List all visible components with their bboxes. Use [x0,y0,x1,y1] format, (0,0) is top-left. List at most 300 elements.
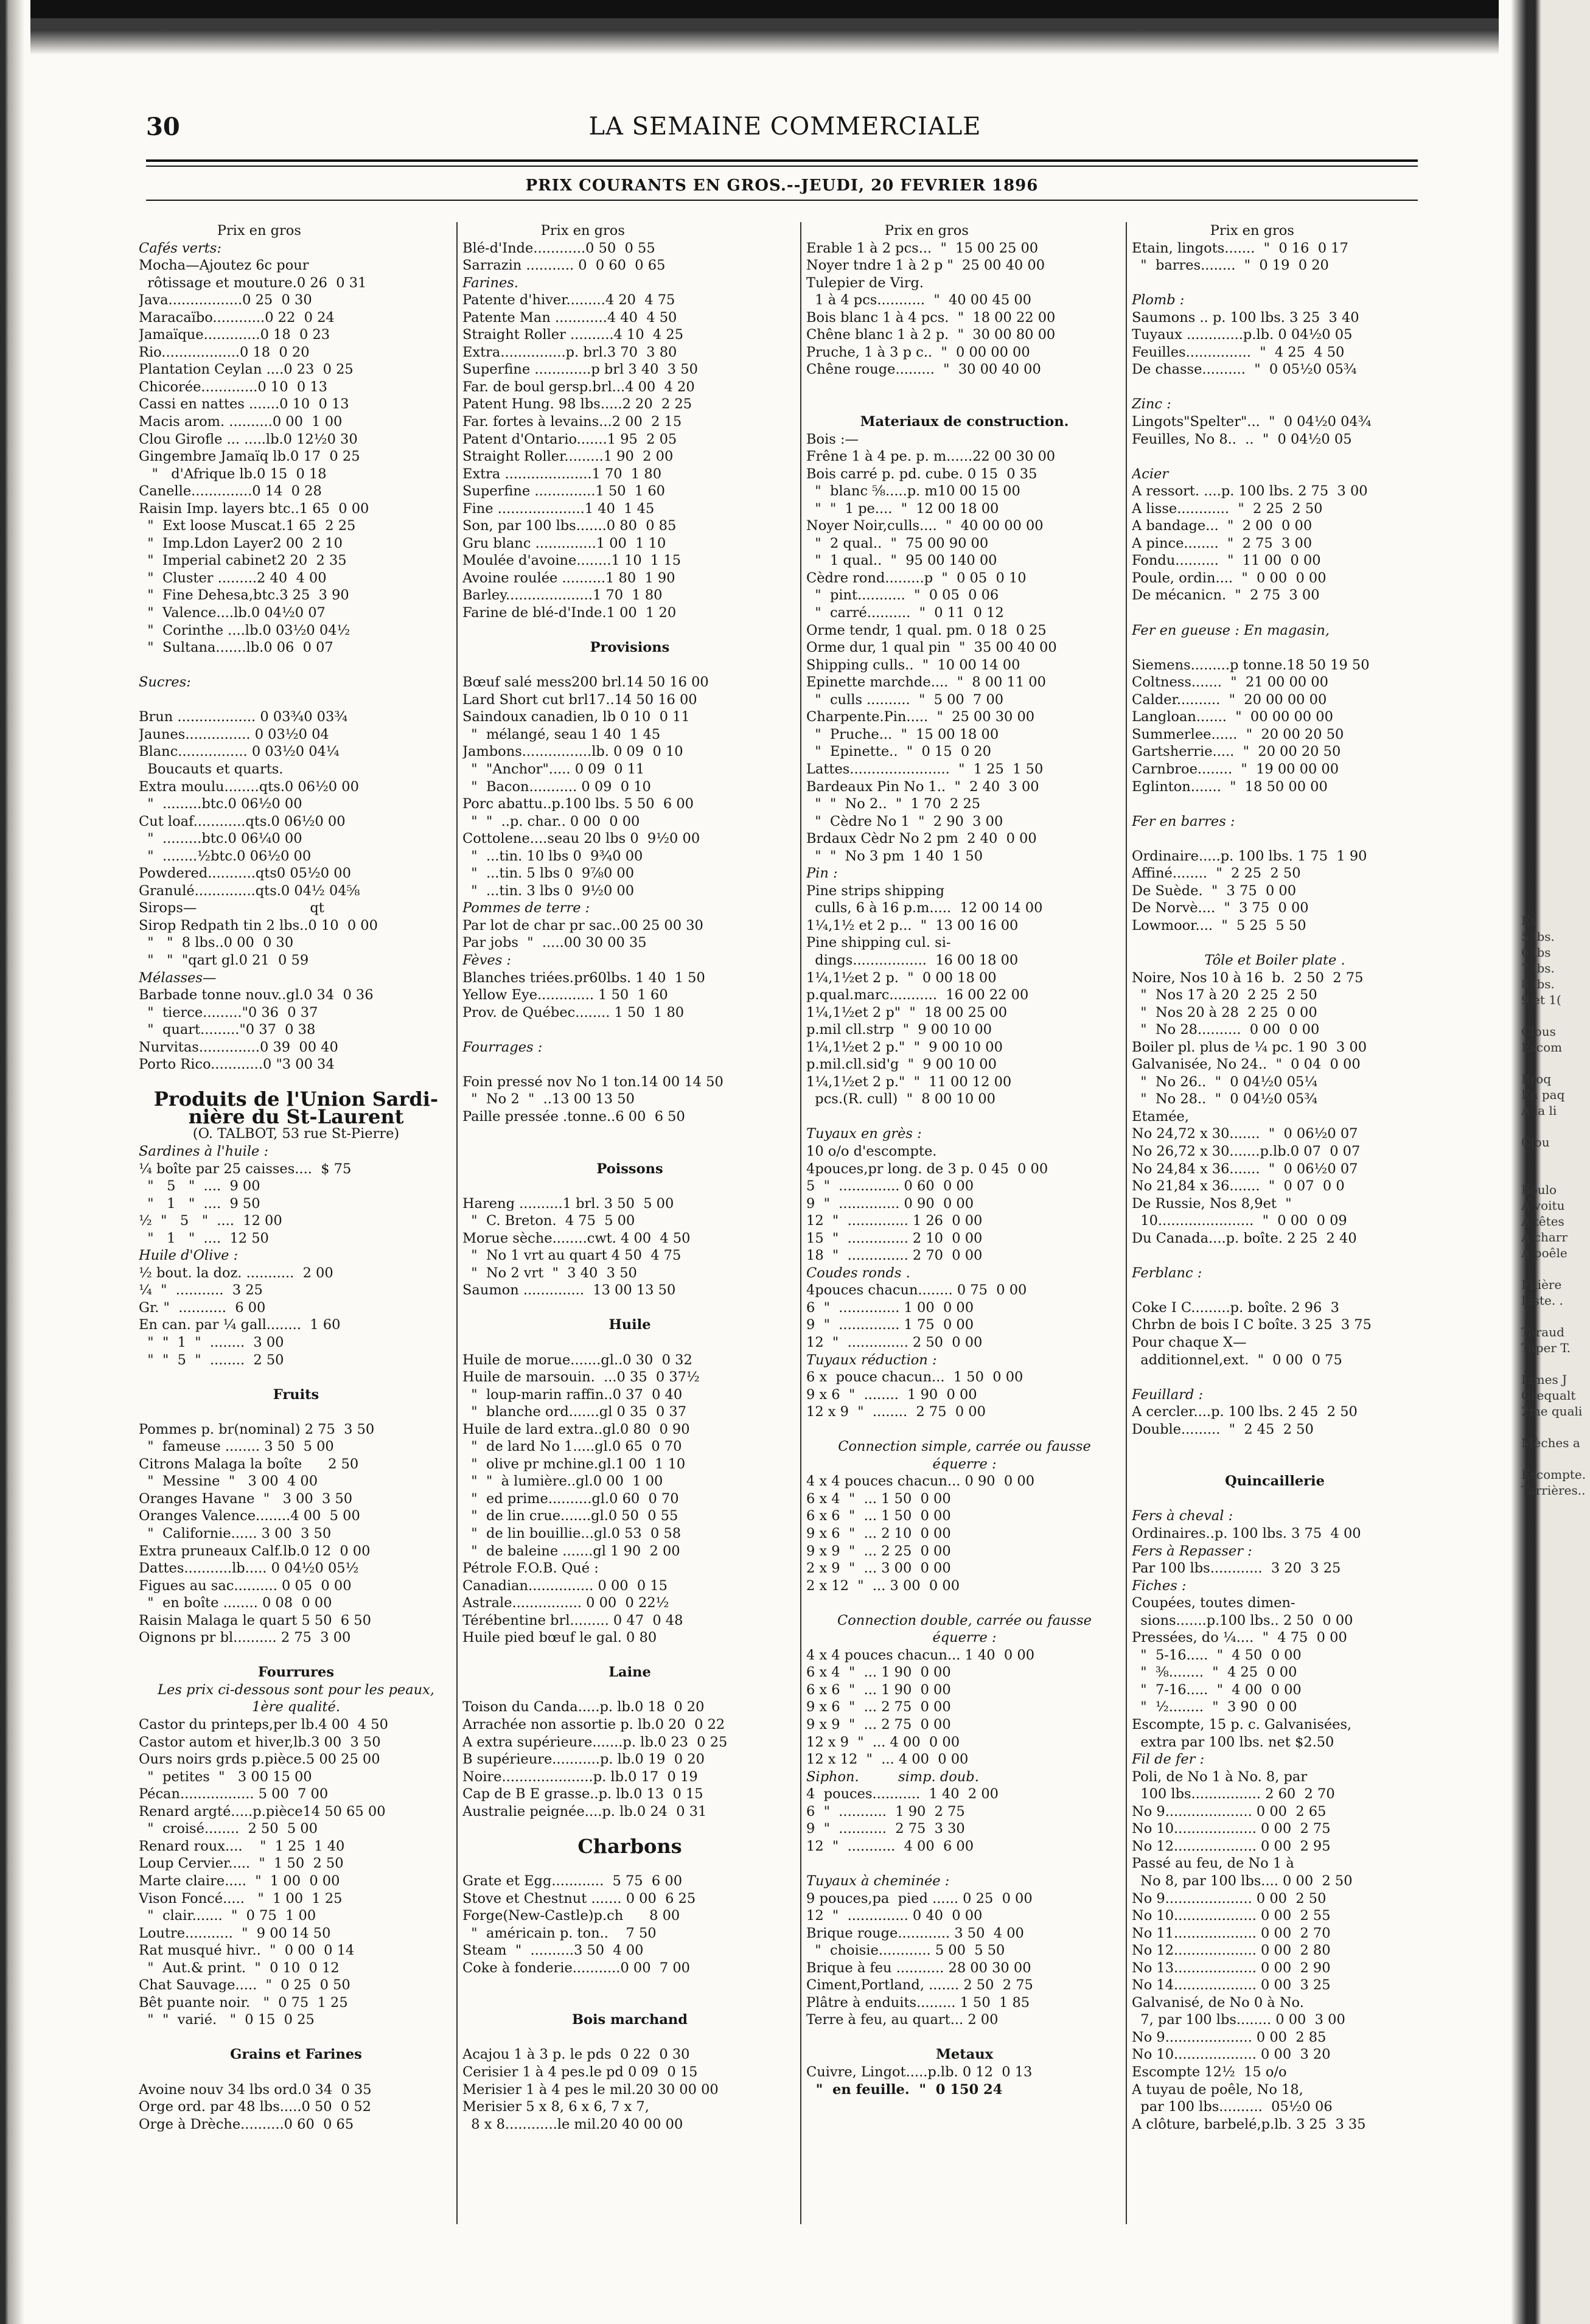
price-line: A pince........ " 2 75 3 00 [1132,535,1313,551]
price-line: 9 x 6 " ... 2 10 0 00 [806,1526,951,1542]
price-line: Boucauts et quarts. [139,761,284,777]
price-line: 6 " .............. 1 00 0 00 [806,1299,974,1316]
price-column-3 [806,222,1123,2224]
price-line: " Pruche... " 15 00 18 00 [806,726,999,742]
price-line: " barres........ " 0 19 0 20 [1132,257,1329,274]
price-line: 1¼,1½ et 2 p... " 13 00 16 00 [806,917,1019,933]
price-line: Huile de marsouin. ...0 35 0 37½ [462,1369,700,1386]
price-line: 9 " .............. 0 90 0 00 [806,1195,974,1212]
fragment-line [1521,1055,1588,1071]
price-line: " de baleine .......gl 1 90 2 00 [462,1543,680,1559]
price-line: 2 x 12 " ... 3 00 0 00 [806,1577,960,1594]
price-line: " " 1 " ........ 3 00 [139,1335,284,1350]
price-line: Mocha—Ajoutez 6c pour [139,257,309,274]
price-line: " No 1 vrt au quart 4 50 4 75 [462,1247,682,1264]
price-line: " Aut.& print. " 0 10 0 12 [139,1959,340,1976]
price-line: Hareng ..........1 brl. 3 50 5 00 [462,1195,674,1212]
price-line: Oranges Havane " 3 00 3 50 [139,1490,353,1507]
price-line: " Cèdre No 1 " 2 90 3 00 [806,813,1003,829]
price-line: " No 28.......... 0 00 0 00 [1132,1022,1320,1038]
price-line [462,1178,797,1195]
price-line: 6 x 6 " ... 1 50 0 00 [806,1508,951,1524]
price-line: No 14................... 0 00 3 25 [1132,1977,1331,1994]
price-line: Pommes de terre : [462,900,590,916]
price-line: rôtissage et mouture.0 26 0 31 [139,274,367,291]
price-line: Loutre........... " 9 00 14 50 [139,1925,331,1941]
price-line: Lard Short cut brl17..14 50 16 00 [462,691,697,708]
price-line: Superfine .............p brl 3 40 3 50 [462,361,698,378]
price-line: Barley....................1 70 1 80 [462,587,663,604]
price-line: Blanches triées.pr60lbs. 1 40 1 50 [462,969,705,986]
price-line: " quart........."0 37 0 38 [139,1022,316,1038]
fragment-line: Tarrières.. [1521,1483,1586,1498]
price-line: Forge(New-Castle)p.ch 8 00 [462,1908,680,1924]
price-line: Fourrures [257,1664,334,1681]
price-line: Avoine nouv 34 lbs ord.0 34 0 35 [139,2081,372,2098]
price-line [139,1647,453,1664]
price-line: Renard argté.....p.pièce14 50 65 00 [139,1803,386,1820]
price-line: p.mil cll.strp " 9 00 10 00 [806,1022,992,1038]
price-line: " Nos 20 à 28 2 25 0 00 [1132,1004,1317,1021]
fragment-line: 9 et 1( [1521,993,1561,1007]
price-line [139,2029,453,2047]
scan-left-edge [0,0,30,2324]
price-line: Clou Girofle ... .....lb.0 12½0 30 [139,431,358,447]
price-line: " clair....... " 0 75 1 00 [139,1908,316,1924]
price-line: Charbons [577,1837,682,1855]
price-line: A extra supérieure.......p. lb.0 23 0 25 [462,1734,728,1750]
price-line: De Norvè.... " 3 75 0 00 [1132,900,1309,916]
price-line: 4pouces chacun........ 0 75 0 00 [806,1282,1027,1299]
price-line: Pétrole F.O.B. Qué : [462,1560,599,1577]
price-line: Plâtre à enduits......... 1 50 1 85 [806,1994,1030,2011]
price-line: Blanc................ 0 03½0 04¼ [139,744,340,760]
price-line: Gingembre Jamaïq lb.0 17 0 25 [139,448,360,465]
fragment-line [1521,1451,1588,1467]
price-line: Grate et Egg............ 5 75 6 00 [462,1872,683,1889]
price-line [1132,1490,1418,1508]
price-line: Galvanisé, de No 0 à No. [1132,1994,1304,2011]
price-line: A bandage... " 2 00 0 00 [1132,518,1313,534]
page-number: 30 [146,113,180,141]
price-line: " " 1 pe.... " 12 00 18 00 [806,500,999,517]
price-line: Superfine ..............1 50 1 60 [462,483,665,500]
price-line: Jaunes............... 0 03½0 04 [139,726,329,742]
price-line: Fruits [273,1386,319,1403]
price-line: 12 x 9 " ... 4 00 0 00 [806,1734,960,1750]
price-line: Cafés verts: [139,240,221,256]
price-line: Terre à feu, au quart... 2 00 [806,2012,999,2028]
price-line: Frêne 1 à 4 pe. p. m......22 00 30 00 [806,448,1056,465]
price-line: Far. de boul gersp.brl...4 00 4 20 [462,379,695,395]
price-line: Zinc : [1132,396,1171,413]
price-line: Bois :— [806,431,859,447]
price-line: Ferblanc : [1132,1265,1202,1281]
price-line: Tuyaux réduction : [806,1352,937,1368]
fragment-line: Boulo [1521,1182,1557,1197]
price-line: Par 100 lbs............ 3 20 3 25 [1132,1560,1341,1577]
price-line: Noire, Nos 10 à 16 b. 2 50 2 75 [1132,969,1364,986]
fragment-line [1521,1356,1588,1372]
price-line: Du Canada....p. boîte. 2 25 2 40 [1132,1230,1357,1246]
price-line: Galvanisée, No 24.. " 0 04 0 00 [1132,1056,1361,1073]
price-line: Nurvitas..............0 39 00 40 [139,1039,338,1055]
price-line: 1¼,1½et 2 p." " 11 00 12 00 [806,1073,1012,1090]
price-line: Straight Roller.........1 90 2 00 [462,448,674,465]
price-line: ½ bout. la doz. ........... 2 00 [139,1265,333,1281]
price-line: " carré.......... " 0 11 0 12 [806,605,1004,621]
fragment-line: Grequalt [1521,1388,1576,1403]
price-line: Farine de blé-d'Inde.1 00 1 20 [462,605,677,621]
price-line: " 1 " .... 12 50 [139,1230,269,1246]
price-line [1132,1282,1418,1299]
adjacent-page-fragment [1521,913,1588,1498]
price-line: " blanc ⅝.....p. m10 00 15 00 [806,483,1020,500]
price-line: extra par 100 lbs. net $2.50 [1132,1734,1334,1750]
price-line: Charpente.Pin..... " 25 00 30 00 [806,709,1035,725]
fragment-line [1521,1008,1588,1024]
price-line: Granulé..............qts.0 04½ 04⅝ [139,882,360,899]
price-line: Ordinaires..p. 100 lbs. 3 75 4 00 [1132,1526,1361,1542]
price-line: " de lard No 1.....gl.0 65 0 70 [462,1439,682,1455]
price-line: No 26,72 x 30.......p.lb.0 07 0 07 [1132,1143,1361,1159]
price-line: équerre : [932,1630,997,1646]
price-line: Laine [608,1664,651,1681]
fragment-line: 7 lbs. [1521,961,1555,975]
price-line: Barbade tonne nouv..gl.0 34 0 36 [139,987,374,1003]
price-line: Boiler pl. plus de ¼ pc. 1 90 3 00 [1132,1039,1367,1055]
price-line [1132,274,1418,292]
price-line: Brdaux Cèdr No 2 pm 2 40 0 00 [806,831,1037,847]
price-line: " de lin bouillie...gl.0 53 0 58 [462,1526,682,1542]
price-line: Vison Foncé..... " 1 00 1 25 [139,1890,343,1907]
price-line: Oignons pr bl.......... 2 75 3 00 [139,1630,351,1646]
price-line: Raisin Malaga le quart 5 50 6 50 [139,1612,371,1628]
price-line: " Messine " 3 00 4 00 [139,1473,318,1490]
price-line: Poissons [596,1160,663,1177]
price-line: 6 x 4 " ... 1 50 0 00 [806,1490,951,1507]
price-line: " culls .......... " 5 00 7 00 [806,691,1004,708]
price-line: Huile d'Olive : [139,1247,239,1264]
price-line [139,1073,453,1091]
price-line: 6 x 4 " ... 1 90 0 00 [806,1664,951,1681]
price-line: Epinette marchde.... " 8 00 11 00 [806,674,1046,691]
price-line: Siemens.........p tonne.18 50 19 50 [1132,657,1370,673]
price-line: Pécan................. 5 00 7 00 [139,1786,329,1802]
price-line: " " No 3 pm 1 40 1 50 [806,848,983,864]
price-line: 2 x 9 " ... 3 00 0 00 [806,1560,951,1577]
price-line: Chêne blanc 1 à 2 p. " 30 00 80 00 [806,327,1056,343]
price-line [139,1369,453,1386]
price-line: Extra moulu........qts.0 06½0 00 [139,778,359,795]
price-line: Cuivre, Lingot.....p.lb. 0 12 0 13 [806,2064,1033,2080]
price-line [462,657,797,674]
price-line: équerre : [932,1456,997,1472]
price-line: 12 " ........... 4 00 6 00 [806,1838,974,1854]
price-line [1132,1438,1418,1456]
price-line: Patent d'Ontario.......1 95 2 05 [462,431,677,447]
price-line: ½ " 5 " .... 12 00 [139,1213,282,1229]
price-line: additionnel,ext. " 0 00 0 75 [1132,1352,1342,1368]
price-line: " Imp.Ldon Layer2 00 2 10 [139,535,343,551]
price-line: No 12................... 0 00 2 80 [1132,1942,1331,1959]
price-line: 6 x 6 " ... 1 90 0 00 [806,1681,951,1698]
price-line: Lowmoor.... " 5 25 5 50 [1132,917,1306,933]
price-line: Porc abattu..p.100 lbs. 5 50 6 00 [462,796,694,812]
price-line [806,1108,1123,1126]
fragment-line: En paq [1521,1087,1565,1102]
price-line: 10...................... " 0 00 0 09 [1132,1213,1347,1229]
price-line: No 24,84 x 36....... " 0 06½0 07 [1132,1160,1358,1177]
price-line [462,2029,797,2047]
price-line: " Corinthe ....lb.0 03½0 04½ [139,622,350,638]
price-line: " Bacon........... 0 09 0 10 [462,778,651,795]
fragment-line: 6 lbs [1521,945,1551,960]
price-line: 8 x 8............le mil.20 40 00 00 [462,2116,683,2132]
price-line: Fondu.......... " 11 00 0 00 [1132,553,1321,569]
price-line: No 9.................... 0 00 2 65 [1132,1803,1327,1820]
fragment-line: Escom [1521,1040,1563,1055]
price-line: " C. Breton. 4 75 5 00 [462,1213,635,1229]
price-line: Passé au feu, de No 1 à [1132,1855,1294,1872]
price-line: Sirop Redpath tin 2 lbs..0 10 0 00 [139,917,378,933]
scan-dark-band [0,0,1590,55]
price-line: " "Anchor"..... 0 09 0 11 [462,761,645,777]
price-line: No 10................... 0 00 3 20 [1132,2047,1331,2063]
price-line: 5 " .............. 0 60 0 00 [806,1178,974,1195]
price-line: ¼ " ........... 3 25 [139,1282,263,1299]
price-line: 9 x 6 " ... 2 75 0 00 [806,1699,951,1715]
price-line: Plomb : [1132,292,1185,309]
price-line: Moulée d'avoine........1 10 1 15 [462,553,682,569]
price-line: Langloan....... " 00 00 00 00 [1132,709,1333,725]
price-line: Double......... " 2 45 2 50 [1132,1421,1314,1437]
price-line [139,2064,453,2081]
price-line [139,1403,453,1421]
price-line: Extra ....................1 70 1 80 [462,466,662,482]
price-line: Carnbroe........ " 19 00 00 00 [1132,761,1339,777]
fragment-line: A charr [1521,1230,1567,1244]
price-line: Rat musqué hivr.. " 0 00 0 14 [139,1942,355,1959]
price-line: Fers à cheval : [1132,1508,1233,1524]
price-line: Dattes...........lb..... 0 04½0 05½ [139,1560,359,1577]
price-line: Canelle..............0 14 0 28 [139,483,322,500]
price-line: " de lin crue.......gl.0 50 0 55 [462,1508,678,1524]
price-line: Noire.....................p. lb.0 17 0 19 [462,1768,698,1785]
price-line: Bois blanc 1 à 4 pcs. " 18 00 22 00 [806,309,1056,326]
price-line: Pine shipping cul. si- [806,935,951,951]
price-line [806,2029,1123,2047]
fragment-line [1521,1261,1588,1277]
price-line: Saindoux canadien, lb 0 10 0 11 [462,709,690,725]
fragment-line: Taraud [1521,1325,1564,1339]
price-line: En can. par ¼ gall........ 1 60 [139,1317,341,1333]
price-line: 4 x 4 pouces chacun... 0 90 0 00 [806,1473,1035,1490]
price-line: 6 " ........... 1 90 2 75 [806,1803,965,1820]
price-line: " 5 " .... 9 00 [139,1178,260,1195]
price-line: Citrons Malaga la boîte 2 50 [139,1456,359,1472]
price-line: Mélasses— [139,969,217,986]
price-line: Sirops— qt [139,900,324,916]
price-line: Australie peignée....p. lb.0 24 0 31 [462,1803,707,1820]
price-line: Pressées, do ¼.... " 4 75 0 00 [1132,1630,1347,1646]
price-line: Erable 1 à 2 pcs... " 15 00 25 00 [806,240,1039,256]
price-line: Metaux [936,2047,993,2063]
price-line: Huile de lard extra..gl.0 80 0 90 [462,1421,690,1437]
price-line: 12 " .............. 2 50 0 00 [806,1335,983,1350]
price-line: Extra pruneaux Calf.lb.0 12 0 00 [139,1543,371,1559]
price-line: Cottolene....seau 20 lbs 0 9½0 00 [462,831,700,847]
price-line: " No 26.. " 0 04½0 05¼ [1132,1073,1318,1090]
price-line: Bêt puante noir. " 0 75 1 25 [139,1994,348,2011]
price-line: Fourrages : [462,1039,543,1055]
price-line: " ........½btc.0 06½0 00 [139,848,312,864]
price-line: 9 x 9 " ... 2 75 0 00 [806,1717,951,1733]
price-line: par 100 lbs.......... 05½0 06 [1132,2099,1333,2115]
price-line: Les prix ci-dessous sont pour les peaux, [158,1681,434,1698]
price-line: 12 " .............. 1 26 0 00 [806,1213,983,1229]
price-line: B supérieure...........p. lb.0 19 0 20 [462,1751,705,1768]
price-line: Ciment,Portland, ....... 2 50 2 75 [806,1977,1033,1994]
price-line: 4pouces,pr long. de 3 p. 0 45 0 00 [806,1160,1048,1177]
price-line: 1¼,1½et 2 p" " 18 00 25 00 [806,1004,1008,1021]
price-line: Marte claire..... " 1 00 0 00 [139,1872,340,1889]
price-line: Tuyaux .............p.lb. 0 04½0 05 [1132,327,1353,343]
price-line: Brique à feu ........... 28 00 30 00 [806,1959,1031,1976]
price-line: Merisier 1 à 4 pes le mil.20 30 00 00 [462,2081,719,2098]
price-line: Prix en gros [139,223,301,239]
price-line: De Suède. " 3 75 0 00 [1132,882,1297,899]
price-line: 6 x pouce chacun... 1 50 0 00 [806,1369,1023,1386]
price-line: " blanche ord.......gl 0 35 0 37 [462,1404,687,1420]
price-line: No 21,84 x 36....... " 0 07 0 0 [1132,1178,1345,1195]
price-line: " en boîte ........ 0 08 0 00 [139,1595,332,1611]
price-line: Chicorée.............0 10 0 13 [139,379,327,395]
price-line: Fer en gueuse : En magasin, [1132,622,1330,638]
price-line: Feuilles, No 8.. .. " 0 04½0 05 [1132,431,1352,447]
price-line: Orge ord. par 48 lbs.....0 50 0 52 [139,2099,371,2115]
price-line: Maracaïbo............0 22 0 24 [139,309,335,326]
fragment-line: Broq [1521,1072,1552,1086]
price-line: " loup-marin raffin..0 37 0 40 [462,1386,683,1403]
price-line [462,1647,797,1664]
price-line: Far. fortes à levains...2 00 2 15 [462,414,682,430]
price-line: A lisse............ " 2 25 2 50 [1132,500,1323,517]
price-line: Raisin Imp. layers btc..1 65 0 00 [139,500,369,517]
price-line: Chat Sauvage..... " 0 25 0 50 [139,1977,350,1994]
price-line: 9 " .............. 1 75 0 00 [806,1317,974,1333]
price-line: Son, par 100 lbs.......0 80 0 85 [462,518,677,534]
price-line [139,691,453,709]
price-line: Noyer tndre 1 à 2 p " 25 00 40 00 [806,257,1045,274]
price-line: Affiné........ " 2 25 2 50 [1132,865,1301,882]
price-line: Huile de morue.......gl..0 30 0 32 [462,1352,692,1368]
price-line: " en feuille. " 0 150 24 [806,2081,1003,2098]
price-line: " Nos 17 à 20 2 25 2 50 [1132,987,1317,1003]
price-line [462,1855,797,1872]
running-head [146,113,1424,149]
price-line: 1ère qualité. [251,1699,341,1715]
price-line: Gartsherrie..... " 20 00 20 50 [1132,744,1341,760]
price-line: Orme dur, 1 qual pin " 35 00 40 00 [806,640,1057,656]
price-line: Coltness....... " 21 00 00 00 [1132,674,1328,691]
price-line: " .........btc.0 06¼0 00 [139,831,302,847]
price-line: Prov. de Québec........ 1 50 1 80 [462,1004,685,1021]
column-divider-3 [1126,222,1127,2224]
price-line: Eglinton....... " 18 50 00 00 [1132,778,1328,795]
fragment-line: A têtes [1521,1214,1564,1229]
fragment-line: Clou [1521,1135,1550,1150]
price-line [139,657,453,674]
price-line: Chrbn de bois I C boîte. 3 25 3 75 [1132,1317,1372,1333]
price-line: Coke I C.........p. boîte. 2 96 3 [1132,1299,1339,1316]
price-line: pcs.(R. cull) " 8 00 10 00 [806,1091,995,1108]
price-line: dings................. 16 00 18 00 [806,952,1019,968]
price-line: " " 5 " ........ 2 50 [139,1352,284,1368]
price-line: 12 x 9 " ........ 2 75 0 00 [806,1404,986,1420]
price-line: Etain, lingots....... " 0 16 0 17 [1132,240,1348,256]
price-line: Gr. " ........... 6 00 [139,1299,266,1316]
price-line: 12 x 12 " ... 4 00 0 00 [806,1751,969,1768]
price-line: 1¼,1½et 2 p. " 0 00 18 00 [806,969,997,986]
price-line: Stove et Chestnut ....... 0 00 6 25 [462,1890,696,1907]
price-line: Par jobs " .....00 30 00 35 [462,935,647,951]
price-line: " Fine Dehesa,btc.3 25 3 90 [139,587,349,604]
price-line: Pin : [806,865,838,882]
price-line: Huile pied bœuf le gal. 0 80 [462,1630,657,1646]
price-line: Fèves : [462,952,512,968]
price-line: " " varié. " 0 15 0 25 [139,2012,315,2028]
price-line: " 1 " .... 9 50 [139,1195,260,1212]
price-line: Rio..................0 18 0 20 [139,344,310,360]
price-line [1132,379,1418,396]
fragment-line: A la li [1521,1103,1557,1118]
price-line: " pint........... " 0 05 0 06 [806,587,999,604]
price-line: Produits de l'Union Sardi- [153,1090,439,1108]
price-line: p.qual.marc........... 16 00 22 00 [806,987,1029,1003]
price-line: Patente d'hiver.........4 20 4 75 [462,292,675,309]
price-line: Tuyaux à cheminée : [806,1872,950,1889]
price-line: Cerisier 1 à 4 pes.le pd 0 09 0 15 [462,2064,698,2080]
price-line: Tulepier de Virg. [806,274,924,291]
price-line: " Californie...... 3 00 3 50 [139,1526,332,1542]
price-line: Summerlee...... " 20 00 20 50 [1132,726,1344,742]
price-line: Sucres: [139,674,191,691]
fragment-line [1521,1308,1588,1324]
price-line: Bardeaux Pin No 1.. " 2 40 3 00 [806,778,1039,795]
price-line [806,1421,1123,1439]
price-line: Connection simple, carrée ou fausse [838,1439,1091,1455]
price-line: Ordinaire.....p. 100 lbs. 1 75 1 90 [1132,848,1367,864]
fragment-line: Mèches a [1521,1436,1580,1450]
price-line: Escompte 12½ 15 o/o [1132,2064,1287,2080]
price-line: 7, par 100 lbs........ 0 00 3 00 [1132,2012,1345,2028]
price-line: Toison du Canda.....p. lb.0 18 0 20 [462,1699,705,1715]
price-line: No 24,72 x 30....... " 0 06½0 07 [1132,1126,1358,1142]
fragment-line: Limes J [1521,1372,1567,1387]
price-line: " ...tin. 10 lbs 0 9¾0 00 [462,848,643,864]
price-line: Steam " ..........3 50 4 00 [462,1942,644,1959]
price-line: Patente Man ............4 40 4 50 [462,309,677,326]
price-line: " ⅜........ " 4 25 0 00 [1132,1664,1297,1681]
price-line: 15 " .............. 2 10 0 00 [806,1230,983,1246]
price-column-2 [462,222,797,2224]
price-line: Poli, de No 1 à No. 8, par [1132,1768,1308,1785]
price-line: Farines. [462,274,518,291]
price-line: 9 pouces,pa pied ...... 0 25 0 00 [806,1890,1033,1907]
price-line: No 13................... 0 00 2 90 [1132,1959,1331,1976]
fragment-line: A voitu [1521,1198,1565,1213]
